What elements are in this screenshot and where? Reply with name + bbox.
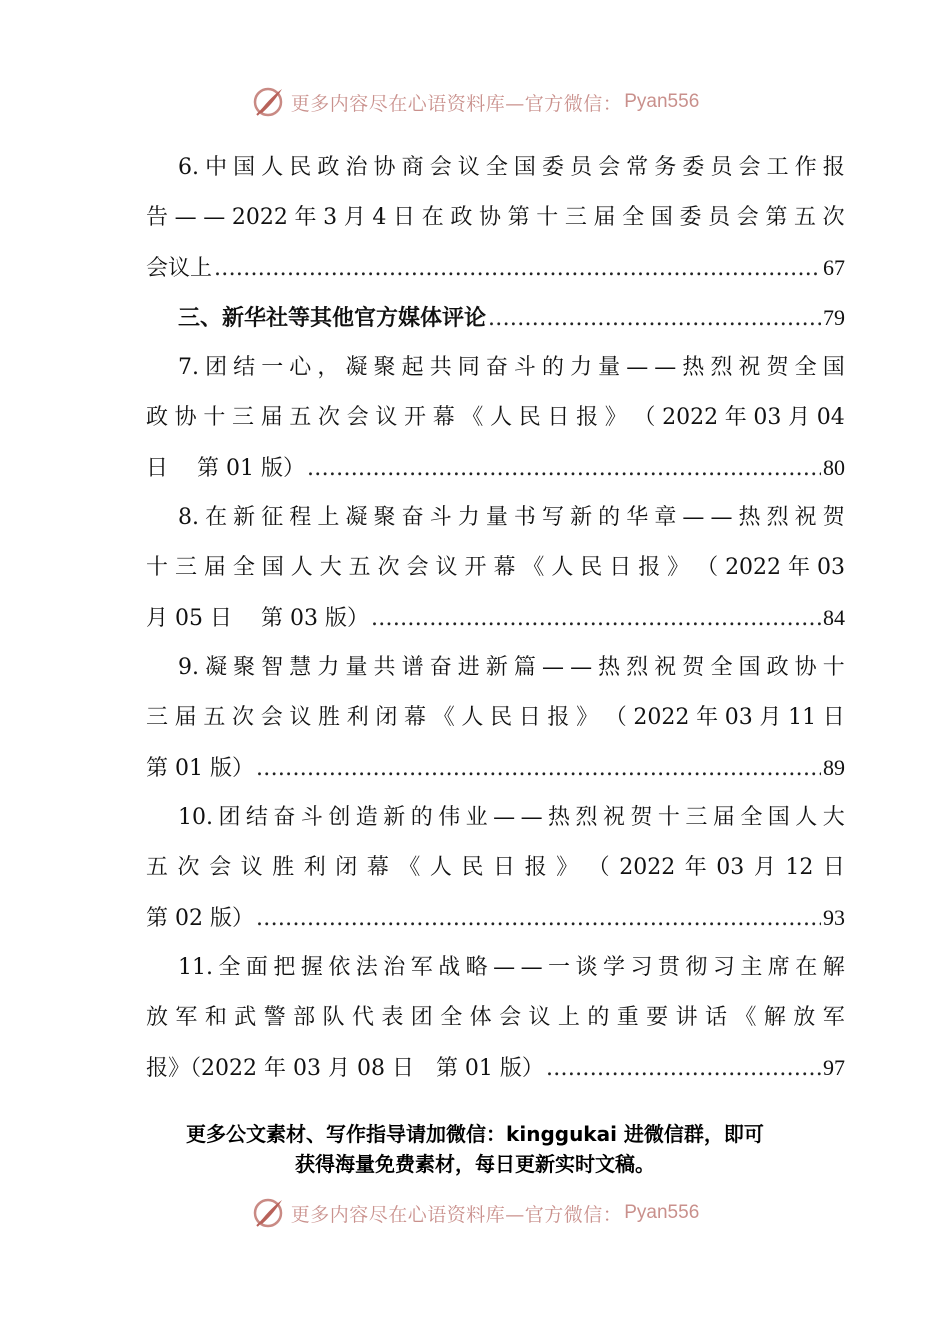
toc-entry-9[interactable] (146, 643, 845, 793)
toc-entry-11[interactable] (146, 943, 845, 1093)
footer-line-2: 获得海量免费素材，每日更新实时文稿。 (295, 1152, 655, 1176)
page-number: 89 (823, 755, 845, 780)
page-number: 97 (823, 1055, 845, 1080)
toc-entry-line: 政 协 十 三 届 五 次 会 议 开 幕 《 人 民 日 报 》 （ 2022 年 03 月 04 (146, 405, 845, 430)
toc-entry-line: 11. 全 面 把 握 依 法 治 军 战 略 — — 一 谈 学 习 贯 彻 习 主 席 在 解 (178, 955, 845, 980)
toc-entry-line: 五 次 会 议 胜 利 闭 幕 《 人 民 日 报 》 （ 2022 年 03 月 12 日 (146, 855, 845, 880)
quill-logo-icon (251, 85, 285, 119)
dot-leader (256, 744, 821, 793)
page-number: 67 (823, 255, 845, 280)
toc-entry-last-line (146, 1043, 845, 1093)
dot-leader (371, 594, 821, 643)
toc-entry-10[interactable] (146, 793, 845, 943)
toc-entry-6[interactable] (146, 143, 845, 293)
watermark-wechat-id: Pyan556 (624, 1202, 700, 1223)
page-number: 93 (823, 905, 845, 930)
dot-leader (214, 244, 821, 293)
table-of-contents (146, 143, 845, 1093)
toc-entry-line: 十 三 届 全 国 人 大 五 次 会 议 开 幕 《 人 民 日 报 》 （ 2022 年 03 (146, 555, 845, 580)
page-number: 79 (823, 305, 845, 330)
dot-leader (546, 1044, 821, 1093)
page-number: 80 (823, 455, 845, 480)
toc-entry-last-line (146, 593, 845, 643)
toc-entry-line: 7. 团 结 一 心 ， 凝 聚 起 共 同 奋 斗 的 力 量 — — 热 烈 祝 贺 全 国 (178, 355, 845, 380)
toc-entry-line: 三 届 五 次 会 议 胜 利 闭 幕 《 人 民 日 报 》 （ 2022 年 03 月 11 日 (146, 705, 845, 730)
watermark-text: 更多内容尽在心语资料库—官方微信： (290, 1203, 623, 1226)
toc-entry-line: 10. 团 结 奋 斗 创 造 新 的 伟 业 — — 热 烈 祝 贺 十 三 届 全 国 人 大 (178, 805, 845, 830)
toc-entry-line: 放 军 和 武 警 部 队 代 表 团 全 体 会 议 上 的 重 要 讲 话 《 解 放 军 (146, 1005, 845, 1030)
toc-entry-text: 报》（2022 年 03 月 08 日 第 01 版） (146, 1056, 544, 1081)
dot-leader (488, 294, 821, 343)
toc-entry-last-line (146, 243, 845, 293)
watermark-text: 更多内容尽在心语资料库—官方微信： (290, 92, 623, 115)
dot-leader (256, 894, 821, 943)
toc-entry-8[interactable] (146, 493, 845, 643)
footer-line-1: 更多公文素材、写作指导请加微信：kinggukai 进微信群，即可 (186, 1122, 764, 1146)
toc-entry-last-line (146, 893, 845, 943)
toc-entry-line: 告 — — 2022 年 3 月 4 日 在 政 协 第 十 三 届 全 国 委 员 会 第 五 次 (146, 205, 845, 230)
section-heading: 三、新华社等其他官方媒体评论 (178, 306, 487, 331)
toc-entry-7[interactable] (146, 343, 845, 493)
toc-section-3[interactable] (146, 293, 845, 343)
toc-entry-line: 6. 中 国 人 民 政 治 协 商 会 议 全 国 委 员 会 常 务 委 员 会 工 作 报 (178, 155, 845, 180)
footer-watermark (0, 1193, 950, 1233)
toc-entry-last-line (146, 743, 845, 793)
toc-entry-text: 会议上 (146, 256, 213, 281)
footer-note (0, 1119, 950, 1179)
toc-entry-text: 月 05 日 第 03 版） (146, 606, 369, 631)
toc-entry-text: 第 01 版） (146, 756, 254, 781)
toc-entry-last-line (146, 293, 845, 343)
watermark-wechat-id: Pyan556 (624, 91, 700, 112)
toc-entry-text: 第 02 版） (146, 906, 254, 931)
toc-entry-text: 日 第 01 版） (146, 456, 305, 481)
toc-entry-line: 8. 在 新 征 程 上 凝 聚 奋 斗 力 量 书 写 新 的 华 章 — — 热 烈 祝 贺 (178, 505, 845, 530)
quill-logo-icon (251, 1196, 285, 1230)
dot-leader (307, 444, 821, 493)
toc-entry-line: 9. 凝 聚 智 慧 力 量 共 谱 奋 进 新 篇 — — 热 烈 祝 贺 全 国 政 协 十 (178, 655, 845, 680)
toc-entry-last-line (146, 443, 845, 493)
page-number: 84 (823, 605, 845, 630)
header-watermark (0, 82, 950, 122)
